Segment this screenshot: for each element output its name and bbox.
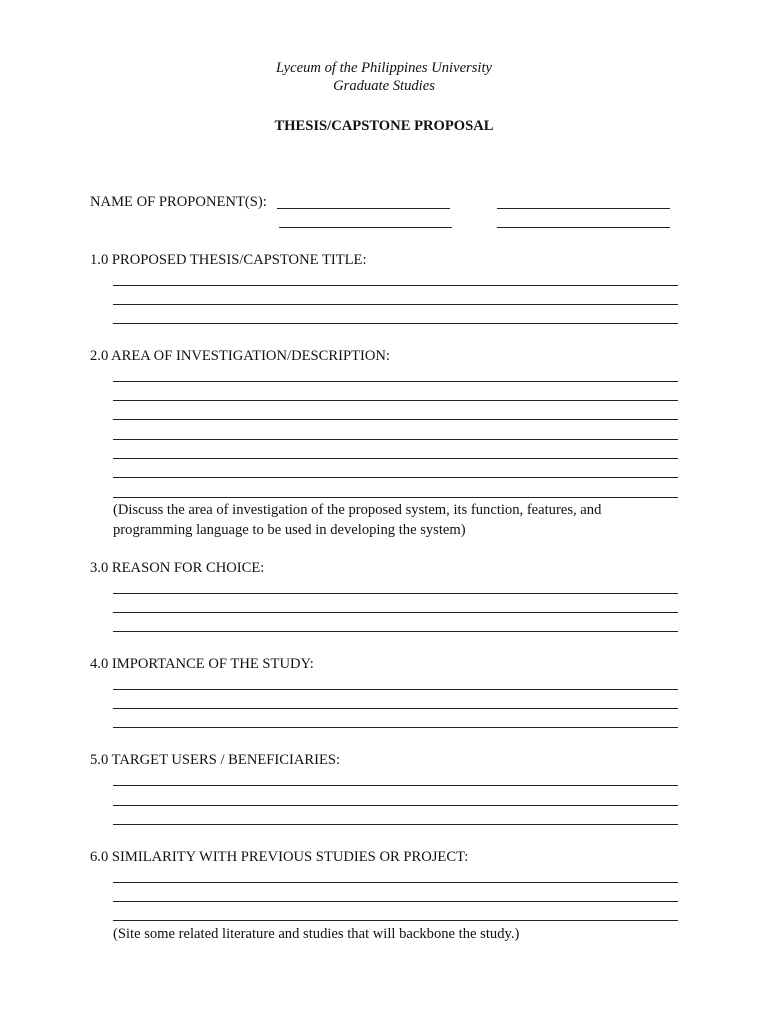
area-answer-line-3[interactable]: [113, 419, 678, 420]
title-answer-line-3[interactable]: [113, 323, 678, 324]
area-instruction-note: (Discuss the area of investigation of the proposed system, its function, features, and programming language to be used in developing the system): [113, 502, 602, 538]
form-title: THESIS/CAPSTONE PROPOSAL: [274, 118, 494, 134]
area-answer-line-7[interactable]: [113, 497, 678, 498]
proponent-name-field-2[interactable]: [497, 208, 670, 209]
university-name: Lyceum of the Philippines University: [276, 60, 492, 76]
proponent-name-field-1[interactable]: [277, 208, 450, 209]
area-answer-line-6[interactable]: [113, 477, 678, 478]
importance-answer-line-2[interactable]: [113, 708, 678, 709]
title-answer-line-1[interactable]: [113, 285, 678, 286]
target-users-answer-line-1[interactable]: [113, 785, 678, 786]
area-answer-line-1[interactable]: [113, 381, 678, 382]
title-answer-line-2[interactable]: [113, 304, 678, 305]
similarity-answer-line-2[interactable]: [113, 901, 678, 902]
area-answer-line-5[interactable]: [113, 458, 678, 459]
proponent-name-field-4[interactable]: [497, 227, 670, 228]
area-answer-line-4[interactable]: [113, 439, 678, 440]
similarity-instruction-note: (Site some related literature and studies that will backbone the study.): [113, 926, 520, 942]
similarity-answer-line-3[interactable]: [113, 920, 678, 921]
proponent-name-field-3[interactable]: [279, 227, 452, 228]
section-area-label: 2.0 AREA OF INVESTIGATION/DESCRIPTION:: [90, 348, 390, 364]
similarity-answer-line-1[interactable]: [113, 882, 678, 883]
target-users-answer-line-3[interactable]: [113, 824, 678, 825]
proponents-label: NAME OF PROPONENT(S):: [90, 194, 267, 210]
section-importance-label: 4.0 IMPORTANCE OF THE STUDY:: [90, 656, 314, 672]
section-reason-label: 3.0 REASON FOR CHOICE:: [90, 560, 265, 576]
reason-answer-line-3[interactable]: [113, 631, 678, 632]
target-users-answer-line-2[interactable]: [113, 805, 678, 806]
importance-answer-line-3[interactable]: [113, 727, 678, 728]
section-title-label: 1.0 PROPOSED THESIS/CAPSTONE TITLE:: [90, 252, 367, 268]
section-similarity-label: 6.0 SIMILARITY WITH PREVIOUS STUDIES OR PROJECT:: [90, 849, 469, 865]
reason-answer-line-2[interactable]: [113, 612, 678, 613]
section-target-users-label: 5.0 TARGET USERS / BENEFICIARIES:: [90, 752, 341, 768]
area-answer-line-2[interactable]: [113, 400, 678, 401]
department-name: Graduate Studies: [333, 78, 435, 94]
reason-answer-line-1[interactable]: [113, 593, 678, 594]
importance-answer-line-1[interactable]: [113, 689, 678, 690]
